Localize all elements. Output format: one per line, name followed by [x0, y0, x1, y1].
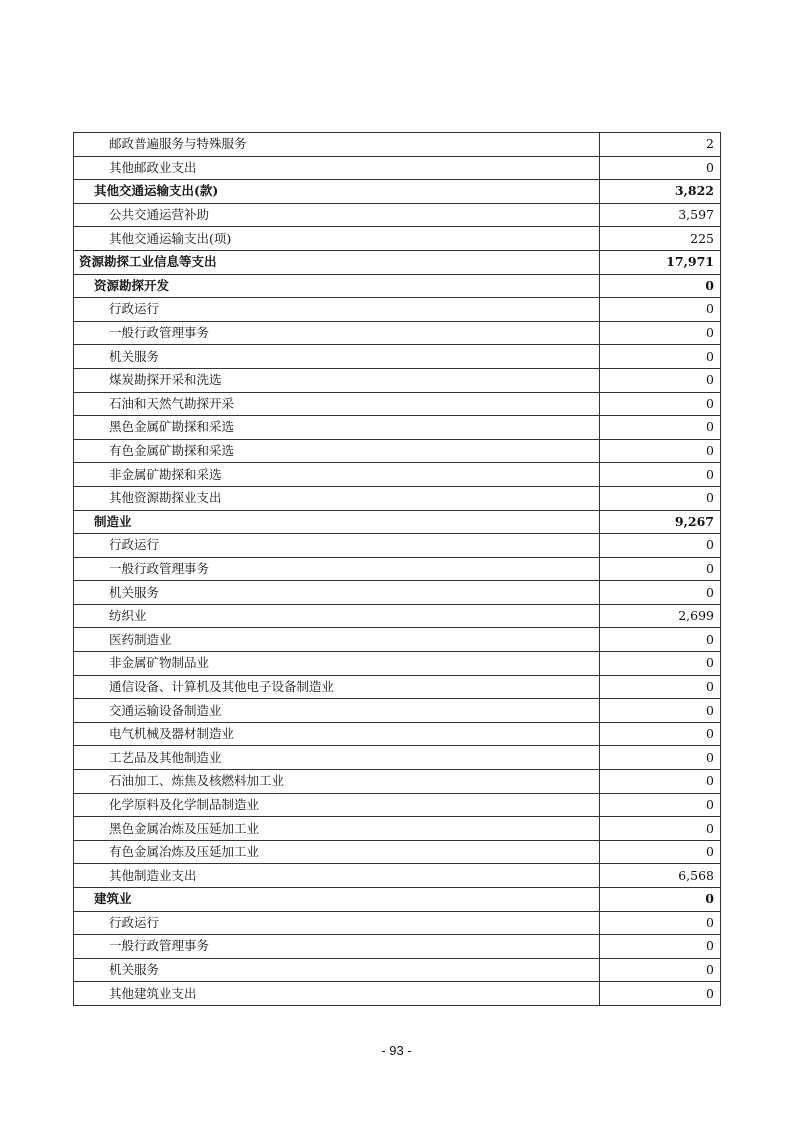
- table-row: [74, 368, 721, 392]
- item-name-cell: 纺织业: [74, 604, 600, 628]
- amount-cell: 0: [600, 770, 721, 794]
- amount-cell: 0: [600, 321, 721, 345]
- table-row: [74, 982, 721, 1006]
- item-name-cell: 邮政普遍服务与特殊服务: [74, 133, 600, 157]
- amount-cell: 0: [600, 486, 721, 510]
- item-name-cell: 非金属矿勘探和采选: [74, 463, 600, 487]
- item-name-cell: 其他交通运输支出(项): [74, 227, 600, 251]
- table-row: [74, 699, 721, 723]
- table-row: [74, 911, 721, 935]
- amount-cell: 3,597: [600, 203, 721, 227]
- item-name-cell: 建筑业: [74, 888, 600, 912]
- amount-cell: 0: [600, 817, 721, 841]
- item-name-cell: 其他交通运输支出(款): [74, 180, 600, 204]
- item-name-cell: 资源勘探工业信息等支出: [74, 250, 600, 274]
- amount-cell: 0: [600, 722, 721, 746]
- table-row: [74, 888, 721, 912]
- table-row: [74, 628, 721, 652]
- amount-cell: 0: [600, 675, 721, 699]
- amount-cell: 0: [600, 463, 721, 487]
- item-name-cell: 其他制造业支出: [74, 864, 600, 888]
- amount-cell: 3,822: [600, 180, 721, 204]
- item-name-cell: 行政运行: [74, 298, 600, 322]
- item-name-cell: 一般行政管理事务: [74, 557, 600, 581]
- amount-cell: 0: [600, 534, 721, 558]
- budget-expenditure-table: [73, 132, 721, 1006]
- table-row: [74, 321, 721, 345]
- amount-cell: 0: [600, 581, 721, 605]
- amount-cell: 2,699: [600, 604, 721, 628]
- table-row: [74, 935, 721, 959]
- amount-cell: 0: [600, 982, 721, 1006]
- item-name-cell: 机关服务: [74, 958, 600, 982]
- item-name-cell: 其他邮政业支出: [74, 156, 600, 180]
- table-row: [74, 227, 721, 251]
- amount-cell: 0: [600, 840, 721, 864]
- table-row: [74, 958, 721, 982]
- item-name-cell: 工艺品及其他制造业: [74, 746, 600, 770]
- amount-cell: 0: [600, 628, 721, 652]
- table-row: [74, 486, 721, 510]
- table-row: [74, 746, 721, 770]
- table-row: [74, 439, 721, 463]
- item-name-cell: 一般行政管理事务: [74, 321, 600, 345]
- table-row: [74, 510, 721, 534]
- table-row: [74, 652, 721, 676]
- item-name-cell: 电气机械及器材制造业: [74, 722, 600, 746]
- table-row: [74, 274, 721, 298]
- table-row: [74, 463, 721, 487]
- item-name-cell: 黑色金属矿勘探和采选: [74, 416, 600, 440]
- amount-cell: 0: [600, 652, 721, 676]
- item-name-cell: 医药制造业: [74, 628, 600, 652]
- amount-cell: 0: [600, 368, 721, 392]
- table-row: [74, 864, 721, 888]
- table-row: [74, 250, 721, 274]
- table-row: [74, 180, 721, 204]
- item-name-cell: 资源勘探开发: [74, 274, 600, 298]
- item-name-cell: 石油和天然气勘探开采: [74, 392, 600, 416]
- table-row: [74, 793, 721, 817]
- item-name-cell: 非金属矿物制品业: [74, 652, 600, 676]
- table-row: [74, 534, 721, 558]
- table-row: [74, 604, 721, 628]
- item-name-cell: 其他资源勘探业支出: [74, 486, 600, 510]
- amount-cell: 0: [600, 793, 721, 817]
- table-row: [74, 675, 721, 699]
- amount-cell: 9,267: [600, 510, 721, 534]
- amount-cell: 0: [600, 298, 721, 322]
- table-row: [74, 770, 721, 794]
- table-row: [74, 416, 721, 440]
- item-name-cell: 煤炭勘探开采和洗选: [74, 368, 600, 392]
- table-row: [74, 392, 721, 416]
- amount-cell: 0: [600, 439, 721, 463]
- item-name-cell: 通信设备、计算机及其他电子设备制造业: [74, 675, 600, 699]
- amount-cell: 0: [600, 345, 721, 369]
- table-row: [74, 345, 721, 369]
- item-name-cell: 一般行政管理事务: [74, 935, 600, 959]
- item-name-cell: 化学原料及化学制品制造业: [74, 793, 600, 817]
- table-row: [74, 557, 721, 581]
- table-row: [74, 133, 721, 157]
- item-name-cell: 有色金属冶炼及压延加工业: [74, 840, 600, 864]
- item-name-cell: 行政运行: [74, 911, 600, 935]
- item-name-cell: 交通运输设备制造业: [74, 699, 600, 723]
- item-name-cell: 制造业: [74, 510, 600, 534]
- amount-cell: 0: [600, 935, 721, 959]
- amount-cell: 2: [600, 133, 721, 157]
- item-name-cell: 行政运行: [74, 534, 600, 558]
- amount-cell: 0: [600, 392, 721, 416]
- table-row: [74, 840, 721, 864]
- amount-cell: 0: [600, 911, 721, 935]
- amount-cell: 0: [600, 274, 721, 298]
- table-body: [74, 133, 721, 1006]
- amount-cell: 6,568: [600, 864, 721, 888]
- table-row: [74, 298, 721, 322]
- table-row: [74, 581, 721, 605]
- item-name-cell: 黑色金属冶炼及压延加工业: [74, 817, 600, 841]
- page-number: - 93 -: [381, 1043, 412, 1058]
- amount-cell: 225: [600, 227, 721, 251]
- amount-cell: 0: [600, 557, 721, 581]
- item-name-cell: 有色金属矿勘探和采选: [74, 439, 600, 463]
- item-name-cell: 机关服务: [74, 345, 600, 369]
- table-row: [74, 203, 721, 227]
- amount-cell: 0: [600, 699, 721, 723]
- table-row: [74, 156, 721, 180]
- item-name-cell: 其他建筑业支出: [74, 982, 600, 1006]
- amount-cell: 0: [600, 746, 721, 770]
- amount-cell: 0: [600, 156, 721, 180]
- amount-cell: 0: [600, 416, 721, 440]
- amount-cell: 0: [600, 958, 721, 982]
- amount-cell: 17,971: [600, 250, 721, 274]
- item-name-cell: 机关服务: [74, 581, 600, 605]
- item-name-cell: 石油加工、炼焦及核燃料加工业: [74, 770, 600, 794]
- item-name-cell: 公共交通运营补助: [74, 203, 600, 227]
- table-row: [74, 817, 721, 841]
- table-row: [74, 722, 721, 746]
- amount-cell: 0: [600, 888, 721, 912]
